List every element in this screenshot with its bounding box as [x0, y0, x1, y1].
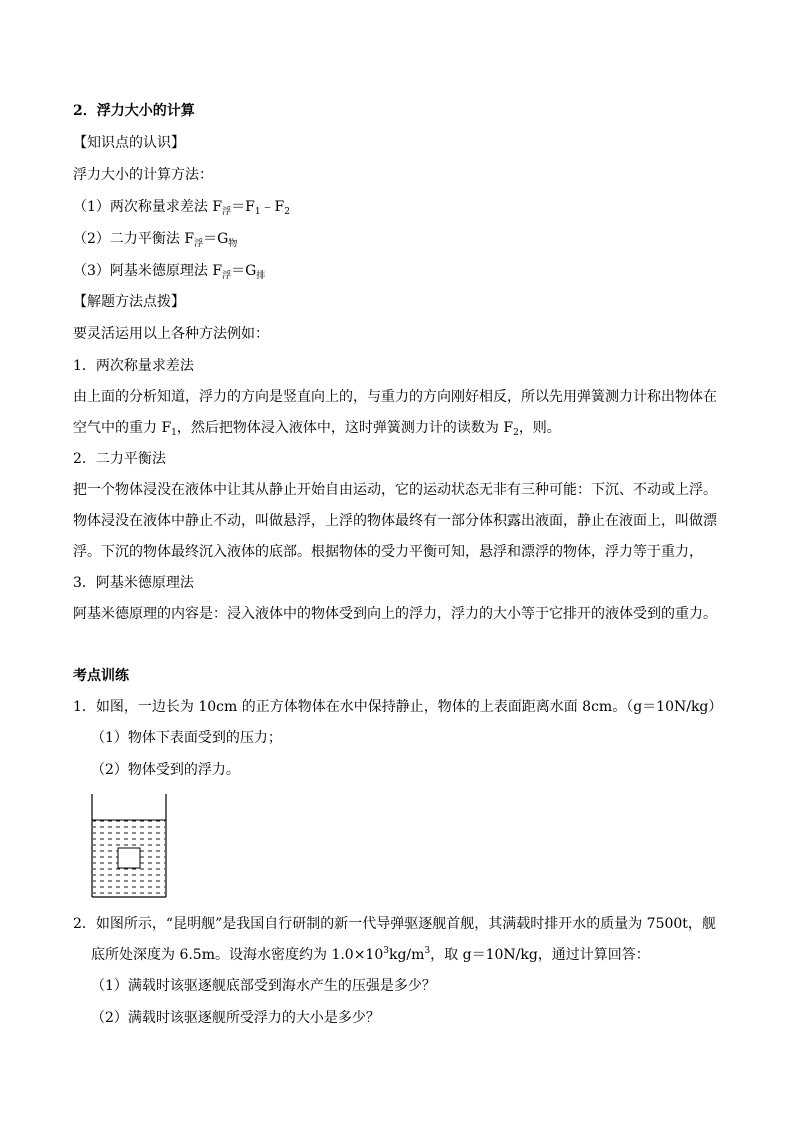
container-figure [91, 794, 167, 898]
item-2-line3: 浮。下沉的物体最终沉入液体的底部。根据物体的受力平衡可知，悬浮和漂浮的物体，浮力等于重力， [73, 544, 703, 560]
solving-intro: 要灵活运用以上各种方法例如： [73, 326, 269, 342]
q1-sub1: （1）物体下表面受到的压力； [91, 730, 282, 746]
training-title: 考点训练 [73, 668, 129, 684]
q2-sub1: （1）满载时该驱逐舰底部受到海水产生的压强是多少？ [91, 978, 436, 994]
section-title: 2．浮力大小的计算 [73, 103, 195, 119]
methods-intro: 浮力大小的计算方法： [73, 167, 213, 183]
q2-sub2: （2）满载时该驱逐舰所受浮力的大小是多少？ [91, 1010, 380, 1026]
item-3-title: 3．阿基米德原理法 [73, 575, 194, 591]
q2-stem-line1: 2．如图所示，“昆明舰”是我国自行研制的新一代导弹驱逐舰首舰，其满载时排开水的质量为 7500t，舰 [73, 916, 716, 932]
item-2-title: 2．二力平衡法 [73, 451, 166, 467]
item-2-line2: 物体浸没在液体中静止不动，叫做悬浮，上浮的物体最终有一部分体积露出液面，静止在液面上，叫做漂 [73, 513, 717, 529]
method-3: （3）阿基米德原理法 $F_浮=G_排$ [73, 263, 266, 281]
q1-stem: 1．如图，一边长为 10cm 的正方体物体在水中保持静止，物体的上表面距离水面 8cm。（g＝10N/kg） [73, 699, 723, 715]
item-1-text-line2: 空气中的重力 $F_1$，然后把物体浸入液体中，这时弹簧测力计的读数为 $F_2$，则。 [73, 420, 561, 438]
knowledge-header: 【知识点的认识】 [73, 135, 185, 151]
solving-header: 【解题方法点拨】 [73, 294, 185, 310]
item-3-text: 阿基米德原理的内容是：浸入液体中的物体受到向上的浮力，浮力的大小等于它排开的液体受到的重力。 [73, 606, 717, 622]
cube [118, 848, 140, 868]
method-1: （1）两次称量求差法 $F_浮=F_1﹣F_2$ [73, 199, 290, 217]
item-1-text-line1: 由上面的分析知道，浮力的方向是竖直向上的，与重力的方向刚好相反，所以先用弹簧测力计称出物体在 [73, 389, 717, 405]
item-1-title: 1．两次称量求差法 [73, 358, 194, 374]
item-2-line1: 把一个物体浸没在液体中让其从静止开始自由运动，它的运动状态无非有三种可能：下沉、不动或上浮。 [73, 482, 717, 498]
q1-sub2: （2）物体受到的浮力。 [91, 762, 240, 778]
q2-stem-line2: 底所处深度为 6.5m。设海水密度约为 $1.0\times 10^3kg/m^3$，取 g＝10N/kg，通过计算回答： [91, 946, 650, 963]
method-2: （2）二力平衡法 $F_浮=G_物$ [73, 231, 238, 249]
